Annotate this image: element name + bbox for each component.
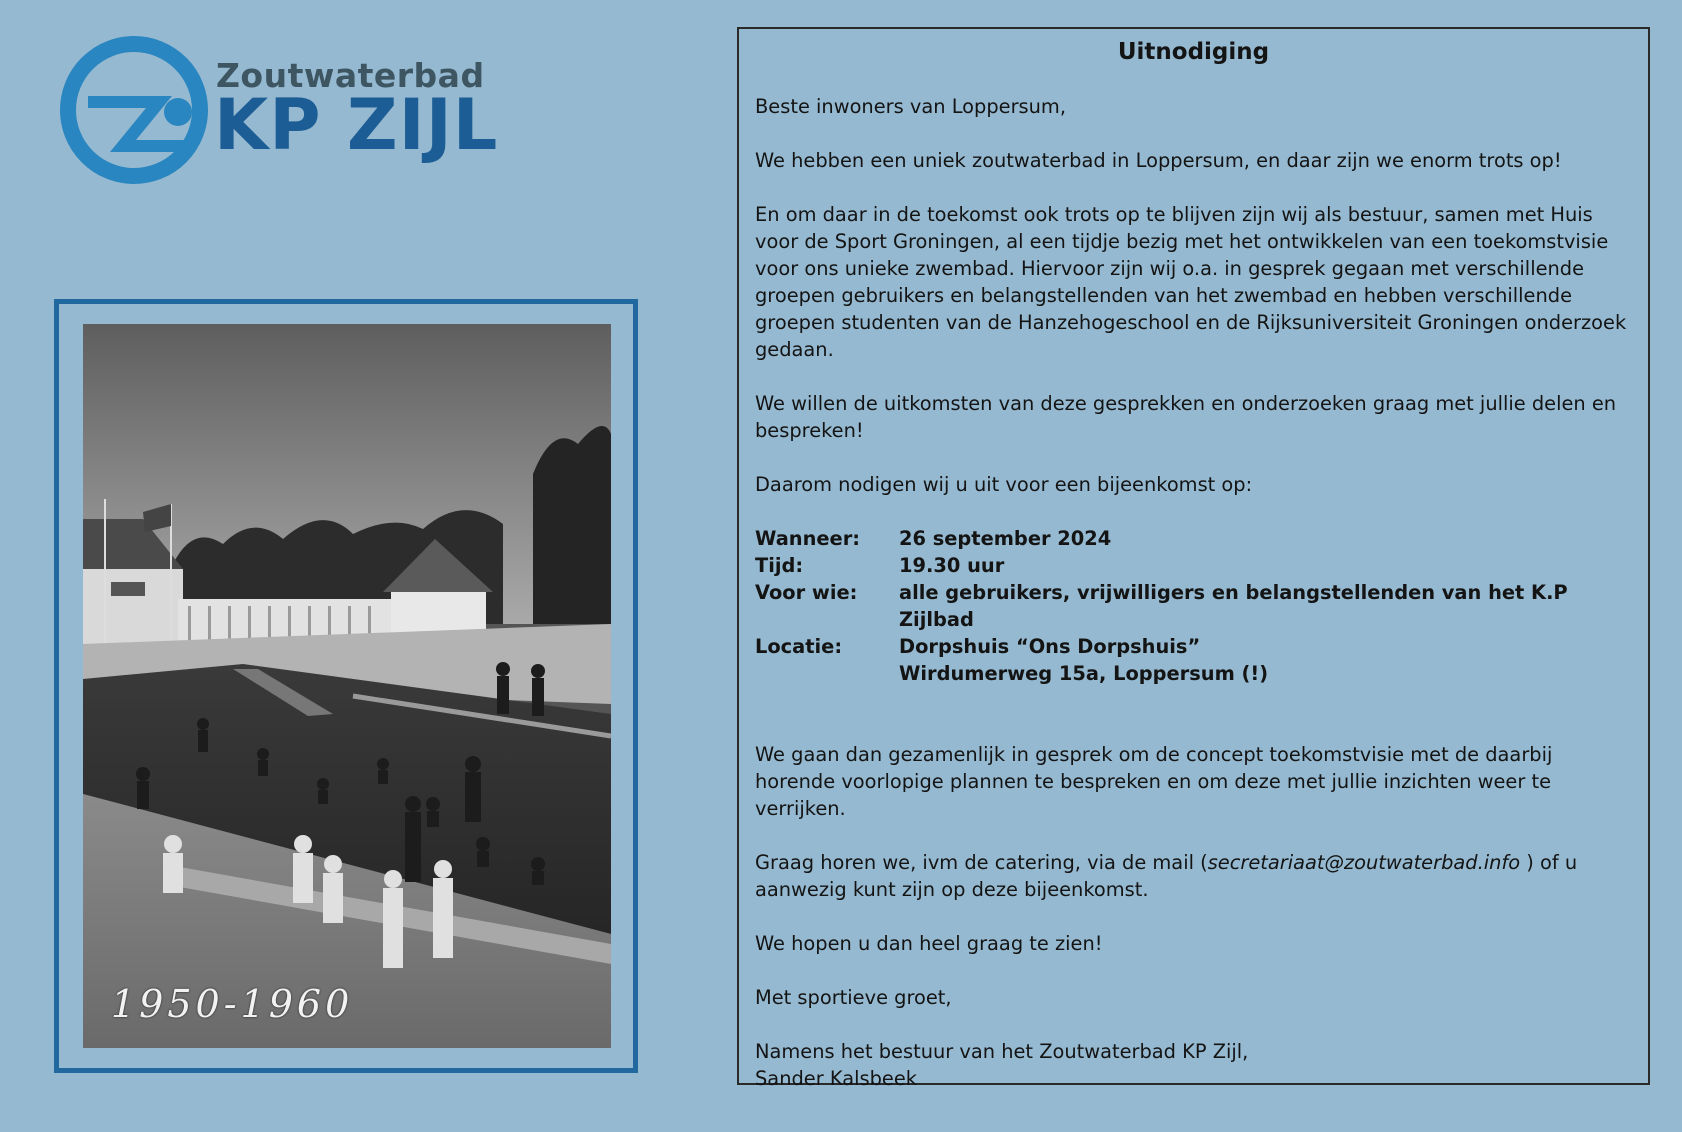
detail-value: 26 september 2024 [899, 527, 1112, 550]
paragraph-2: En om daar in de toekomst ook trots op te blijven zijn wij als bestuur, samen met Huis voor de Sport Groningen, al een tijdje bezig met het ontwikkelen van een toekomstvisie voor ons unieke zwembad. Hiervoor zijn wij o.a. in gesprek gegaan met verschillende groepen gebruikers en belangstellenden van het zwembad en hebben verschillende groepen studenten van de Hanzehogeschool en de Rijksuniversiteit Groningen onderzoek gedaan. [755, 203, 1627, 361]
email-link[interactable]: secretariaat@zoutwaterbad.info [1207, 851, 1521, 874]
greeting: Beste inwoners van Loppersum, [755, 95, 1066, 118]
detail-value: alle gebruikers, vrijwilligers en belangstellenden van het K.P Zijlbad [899, 581, 1568, 631]
detail-label: Wanneer: [755, 527, 861, 550]
paragraph-4: Daarom nodigen wij u uit voor een bijeenkomst op: [755, 473, 1253, 496]
logo [60, 36, 499, 186]
detail-row-audience [755, 579, 1632, 633]
paragraph-3: We willen de uitkomsten van deze gesprekken en onderzoeken graag met jullie delen en bespreken! [755, 392, 1617, 442]
detail-row-when [755, 525, 1632, 552]
detail-label: Locatie: [755, 635, 843, 658]
paragraph-5: We gaan dan gezamenlijk in gesprek om de concept toekomstvisie met de daarbij horende voorlopige plannen te bespreken en om deze met jullie inzichten weer te verrijken. [755, 743, 1553, 820]
invitation-box [737, 27, 1650, 1090]
detail-label: Voor wie: [755, 581, 858, 604]
paragraph-7: We hopen u dan heel graag te zien! [755, 932, 1103, 955]
paragraph-6-start: Graag horen we, ivm de catering, via de mail ( [755, 851, 1208, 874]
detail-row-location [755, 633, 1632, 660]
detail-row-time [755, 552, 1632, 579]
paragraph-6-end: ) of u aanwezig kunt zijn op deze bijeenkomst. [755, 851, 1578, 901]
detail-value: 19.30 uur [899, 554, 1005, 577]
detail-row-address [755, 660, 1632, 687]
signature [755, 1038, 1632, 1092]
logo-title-big: KP ZIJL [214, 84, 499, 166]
vintage-swimming-pool-photo [83, 324, 611, 1048]
detail-value: Wirdumerweg 15a, Loppersum (!) [899, 662, 1269, 685]
logo-title-small: Zoutwaterbad [216, 56, 485, 95]
closing: Met sportieve groet, [755, 986, 952, 1009]
swimmer-logo-icon [60, 36, 210, 186]
detail-label: Tijd: [755, 554, 804, 577]
photo-caption: 1950-1960 [111, 982, 354, 1026]
event-details [755, 525, 1632, 687]
signature-line-2: Sander Kalsbeek [755, 1067, 917, 1090]
detail-label [755, 660, 899, 687]
paragraph-1: We hebben een uniek zoutwaterbad in Loppersum, en daar zijn we enorm trots op! [755, 149, 1562, 172]
vintage-pool-photo [83, 324, 611, 1048]
paragraph-6 [755, 849, 1632, 903]
signature-line-1: Namens het bestuur van het Zoutwaterbad KP Zijl, [755, 1040, 1249, 1063]
invitation-title: Uitnodiging [1117, 39, 1270, 65]
detail-value: Dorpshuis “Ons Dorpshuis” [899, 635, 1201, 658]
